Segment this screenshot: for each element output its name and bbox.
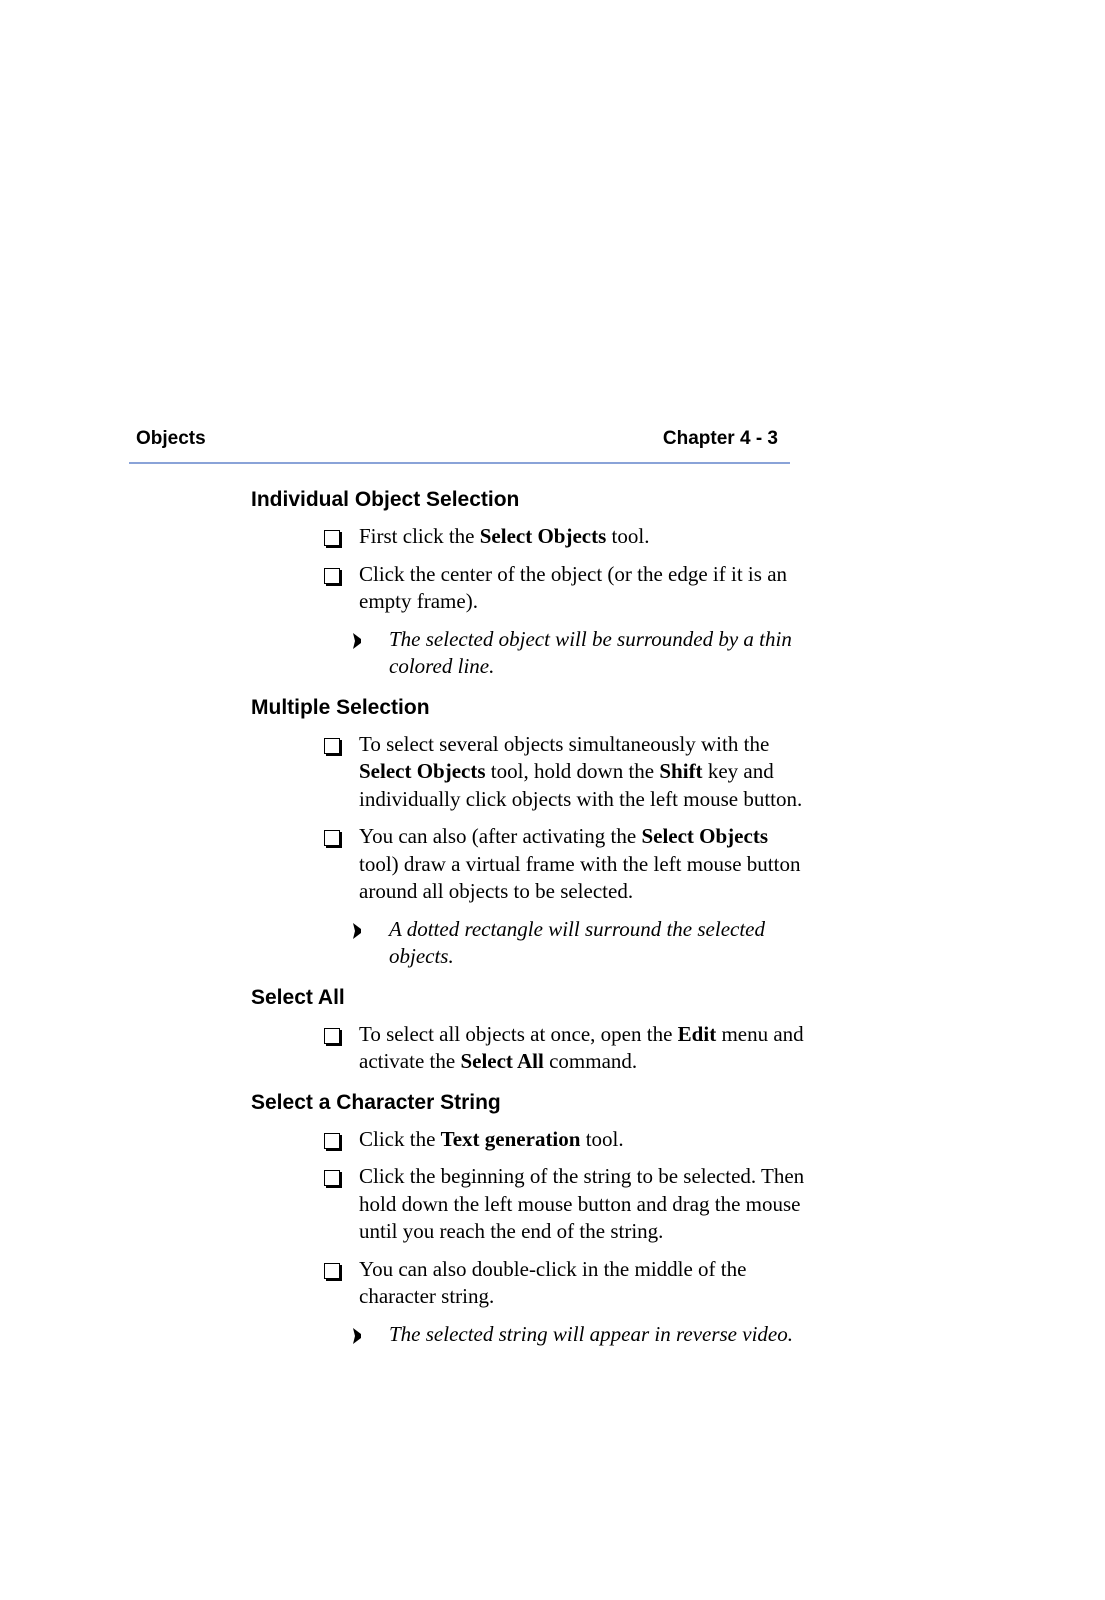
- arrow-bullet-icon: [351, 922, 363, 940]
- list-item: [251, 523, 811, 551]
- item-text: To select all objects at once, open the: [359, 1021, 678, 1046]
- page-content: [251, 485, 811, 1360]
- checkbox-icon: [324, 1133, 340, 1149]
- result-note: [251, 626, 811, 681]
- checkbox-icon: [324, 568, 340, 584]
- bold-term: Select Objects: [359, 759, 486, 783]
- list-item: [251, 823, 811, 906]
- list-item: [251, 1256, 811, 1311]
- item-text: To select several objects simultaneously with the: [359, 731, 770, 756]
- item-text: key and individually click objects with the left mouse button.: [359, 759, 803, 811]
- arrow-bullet-icon: [351, 632, 363, 650]
- page-header: [136, 428, 778, 454]
- section: [251, 485, 811, 681]
- bold-term: Select Objects: [479, 524, 607, 548]
- result-note: [251, 916, 811, 971]
- bold-term: Select All: [460, 1049, 544, 1073]
- bold-term: Edit: [677, 1021, 717, 1046]
- checkbox-icon: [324, 1028, 340, 1044]
- item-text: menu and activate the: [359, 1021, 804, 1073]
- list-item: [251, 731, 811, 814]
- checkbox-icon: [324, 1263, 340, 1279]
- list-item: [251, 561, 811, 616]
- section-heading: Select a Character String: [251, 1090, 501, 1114]
- list-item: [251, 1126, 811, 1154]
- bold-term: Shift: [659, 759, 703, 783]
- section: [251, 983, 811, 1076]
- item-text: tool.: [606, 524, 650, 548]
- checkbox-icon: [324, 530, 340, 546]
- bold-term: Text generation: [440, 1126, 581, 1151]
- item-text: tool.: [580, 1126, 624, 1151]
- note-text: A dotted rectangle will surround the selected objects.: [389, 916, 765, 968]
- checkbox-icon: [324, 1170, 340, 1186]
- item-text: Click the beginning of the string to be selected. Then hold down the left mouse button and drag the mouse until you reach the end of the string.: [359, 1164, 805, 1243]
- note-text: The selected object will be surrounded by a thin colored line.: [389, 626, 792, 678]
- item-text: You can also double-click in the middle of the character string.: [359, 1256, 747, 1308]
- section: [251, 693, 811, 971]
- item-text: tool, hold down the: [485, 759, 660, 783]
- header-divider: [129, 462, 790, 464]
- note-text: The selected string will appear in reverse video.: [389, 1321, 793, 1346]
- arrow-bullet-icon: [351, 1327, 363, 1345]
- section: [251, 1088, 811, 1349]
- bold-term: Select Objects: [641, 824, 768, 848]
- item-text: command.: [543, 1049, 638, 1073]
- item-text: You can also (after activating the: [359, 824, 642, 848]
- checkbox-icon: [324, 830, 340, 846]
- item-text: First click the: [359, 524, 480, 548]
- result-note: [251, 1321, 811, 1349]
- header-section-title: Objects: [136, 428, 206, 449]
- checkbox-icon: [324, 738, 340, 754]
- item-text: Click the center of the object (or the edge if it is an empty frame).: [359, 561, 788, 613]
- item-text: Click the: [359, 1126, 441, 1151]
- list-item: [251, 1163, 811, 1246]
- section-heading: Multiple Selection: [251, 695, 430, 719]
- header-page-number: Chapter 4 - 3: [662, 428, 778, 449]
- section-heading: Select All: [251, 985, 345, 1009]
- list-item: [251, 1021, 811, 1076]
- item-text: tool) draw a virtual frame with the left mouse button around all objects to be selected.: [359, 851, 801, 903]
- section-heading: Individual Object Selection: [251, 488, 520, 511]
